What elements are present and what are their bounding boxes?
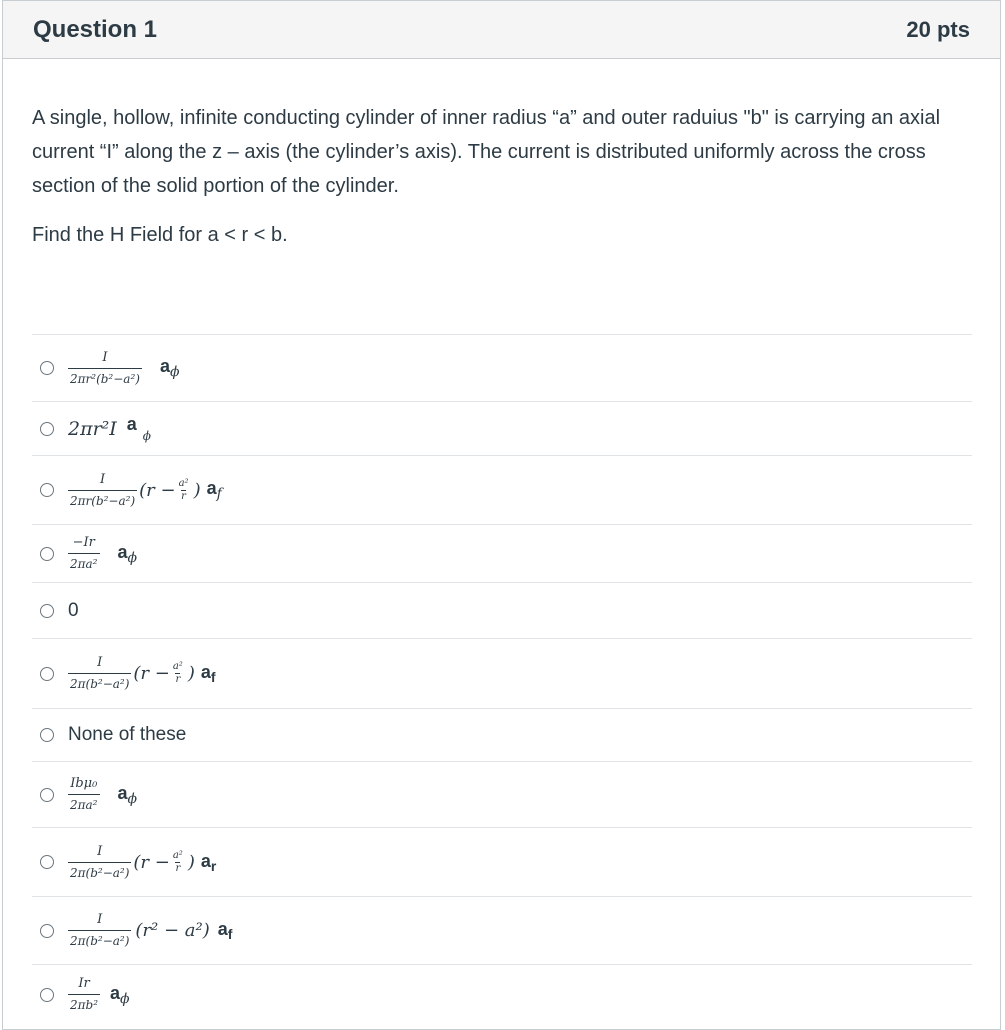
unit-vector: $a_\phi$ bbox=[117, 541, 138, 566]
fraction: $\frac{I}{\text{2πr(b²−a²)}}$ bbox=[70, 471, 136, 508]
fraction: $\frac{-Ir}{\text{2πa²}}$ bbox=[70, 535, 98, 571]
radio-button[interactable] bbox=[40, 361, 54, 375]
unit-vector: $a_\phi$ bbox=[126, 414, 151, 443]
question-ask: Find the H Field for a < r < b. bbox=[32, 224, 288, 246]
fraction: $\frac{I}{\text{2π(b²−a²)}}$ bbox=[70, 912, 130, 948]
answer-option[interactable] bbox=[32, 761, 972, 827]
radio-button[interactable] bbox=[40, 422, 54, 436]
answer-label: $\frac{I}{\text{2πr(b²−a²)}}$ (r − $\frac{\text{a²}}{r}$ ) $a_f$ bbox=[70, 471, 222, 508]
question-paragraph: A single, hollow, infinite conducting cylinder of inner radius “a” and outer raduius "b" is carrying an axial current “I” along the z – axis (the cylinder’s axis). The current is distributed uniformly across the cross section of the solid portion of the cylinder. bbox=[32, 107, 941, 197]
answer-label bbox=[68, 535, 137, 572]
radio-button[interactable] bbox=[40, 924, 54, 938]
question-card bbox=[2, 0, 1001, 1030]
radio-button[interactable] bbox=[40, 855, 54, 869]
answer-label bbox=[68, 776, 137, 813]
unit-vector: $a_r$ bbox=[200, 850, 217, 874]
answer-option[interactable] bbox=[32, 896, 972, 964]
answer-label: $\frac{I}{\text{2π(b²−a²)}}$ (r² − a²) $a_f$ bbox=[70, 912, 233, 948]
answer-label bbox=[68, 976, 130, 1013]
answer-label: 0 bbox=[68, 599, 79, 621]
unit-vector: $a_f$ bbox=[217, 919, 233, 942]
radio-button[interactable] bbox=[40, 604, 54, 618]
unit-vector: $a_\phi$ bbox=[159, 356, 180, 380]
unit-vector: $a_\phi$ bbox=[117, 782, 138, 807]
unit-vector: $a_\phi$ bbox=[110, 982, 130, 1007]
question-header bbox=[3, 1, 1000, 59]
question-title: Question 1 bbox=[33, 15, 158, 43]
answer-label: $\frac{I}{\text{2π(b²−a²)}}$ (r − $\frac{\text{a²}}{r}$ ) $a_r$ bbox=[70, 843, 217, 880]
small-fraction: $\frac{\text{a²}}{r}$ bbox=[178, 477, 189, 502]
fraction: $\frac{I}{\text{2πr²(b²−a²)}}$ bbox=[70, 349, 140, 386]
question-points: 20 pts bbox=[906, 16, 970, 42]
answer-option[interactable] bbox=[32, 582, 972, 638]
radio-button[interactable] bbox=[40, 988, 54, 1002]
answer-option[interactable] bbox=[32, 524, 972, 582]
unit-vector: $a_f$ bbox=[200, 662, 216, 685]
answer-label bbox=[68, 350, 180, 387]
unit-vector: $a_f$ bbox=[206, 478, 222, 502]
answer-option[interactable] bbox=[32, 638, 972, 708]
radio-button[interactable] bbox=[40, 728, 54, 742]
fraction: $\frac{\text{Ibμ₀}}{\text{2πa²}}$ bbox=[70, 776, 98, 812]
radio-button[interactable] bbox=[40, 483, 54, 497]
question-prompt bbox=[3, 59, 1000, 252]
answer-label: None of these bbox=[68, 724, 187, 745]
answer-option[interactable] bbox=[32, 827, 972, 896]
fraction: $\frac{Ir}{\text{2πb²}}$ bbox=[70, 976, 99, 1012]
answer-option[interactable] bbox=[32, 334, 972, 401]
answer-option[interactable] bbox=[32, 964, 972, 1024]
radio-button[interactable] bbox=[40, 667, 54, 681]
fraction: $\frac{I}{\text{2π(b²−a²)}}$ bbox=[70, 655, 130, 691]
small-fraction: $\frac{\text{a²}}{r}$ bbox=[172, 661, 183, 685]
answer-list bbox=[32, 334, 972, 1024]
answer-option[interactable] bbox=[32, 708, 972, 761]
answer-label: $\frac{I}{\text{2π(b²−a²)}}$ (r − $\frac{\text{a²}}{r}$ ) $a_f$ bbox=[70, 655, 216, 691]
answer-label: 2πr²I $a_\phi$ bbox=[68, 414, 151, 443]
answer-option[interactable] bbox=[32, 401, 972, 455]
fraction: $\frac{I}{\text{2π(b²−a²)}}$ bbox=[70, 843, 130, 880]
small-fraction: $\frac{\text{a²}}{r}$ bbox=[172, 849, 183, 874]
radio-button[interactable] bbox=[40, 547, 54, 561]
answer-option[interactable] bbox=[32, 455, 972, 524]
radio-button[interactable] bbox=[40, 788, 54, 802]
